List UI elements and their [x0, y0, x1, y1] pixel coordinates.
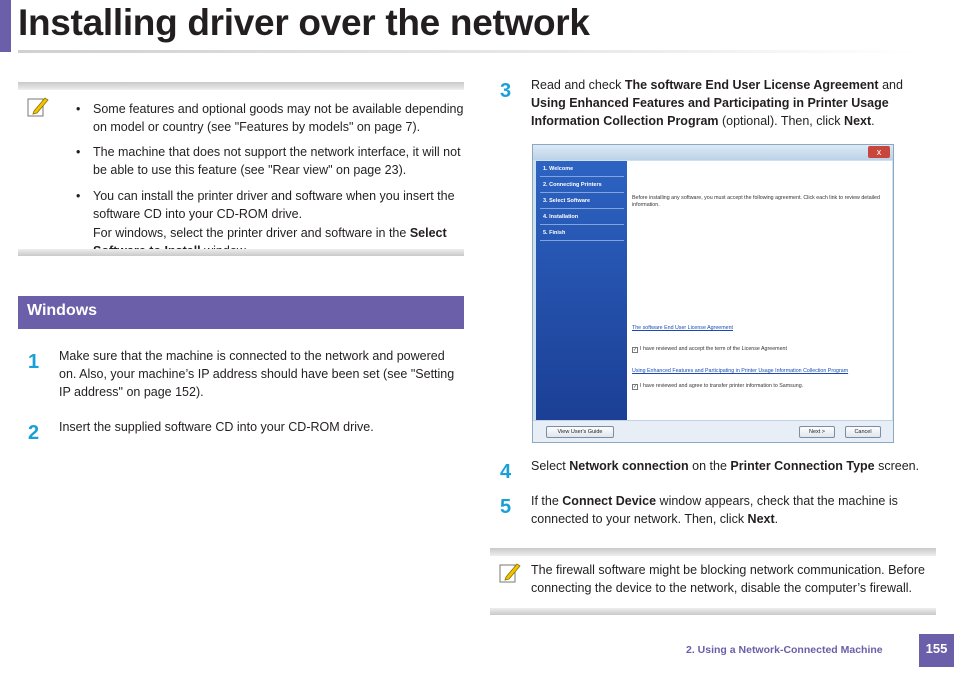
text-run: . [871, 114, 875, 128]
note-item [76, 100, 466, 136]
next-button[interactable]: Next > [799, 426, 835, 438]
checkbox-icon[interactable]: ✓ [633, 384, 638, 390]
note-bar-top [18, 82, 464, 90]
text-run: and [878, 78, 903, 92]
installer-step-installation: 4. Installation [540, 211, 624, 225]
eula-link[interactable]: The software End User License Agreement [632, 325, 733, 331]
left-accent-bar [0, 0, 11, 52]
installer-step-finish: 5. Finish [540, 227, 624, 241]
step-1-text: Make sure that the machine is connected to the network and powered on. Also, your machine’s IP address should have been set (see "Setting IP address" on page 152). [59, 349, 455, 399]
page-number: 155 [919, 634, 954, 667]
note-bar-bottom [490, 608, 936, 615]
step-5-text [531, 492, 936, 528]
installer-step-connecting: 2. Connecting Printers [540, 179, 624, 193]
bold-run: The software End User License Agreement [624, 78, 879, 92]
installer-sidebar [536, 161, 627, 420]
text-run: Select [531, 459, 570, 473]
checkbox-label: I have reviewed and accept the term of the License Agreement [640, 346, 787, 352]
window-titlebar [533, 145, 893, 160]
bullet: • [76, 145, 81, 160]
checkbox-icon[interactable]: ✓ [633, 347, 638, 353]
text-run: Read and check [531, 78, 625, 92]
view-users-guide-button[interactable]: View User's Guide [546, 426, 614, 438]
step-4-text [531, 457, 936, 475]
note-box-bottom [490, 548, 936, 615]
text-run: on the [688, 459, 731, 473]
bold-run: Next [747, 512, 775, 526]
installer-content [627, 161, 892, 420]
step-number: 4 [500, 461, 512, 483]
note-box-top [18, 82, 464, 256]
note-pencil-icon [26, 94, 50, 118]
title-rule [18, 50, 914, 53]
installer-screenshot [532, 144, 894, 443]
footer-chapter: 2. Using a Network-Connected Machine [686, 644, 883, 656]
step-2-text: Insert the supplied software CD into your CD-ROM drive. [59, 420, 374, 434]
cancel-button[interactable]: Cancel [845, 426, 881, 438]
step-number: 3 [500, 80, 512, 102]
eula-checkbox-row[interactable] [632, 346, 787, 353]
note-bar-top [490, 548, 936, 556]
note-item-text: You can install the printer driver and software when you insert the software CD into your CD-ROM drive. [93, 188, 455, 221]
text-run: . [774, 512, 779, 526]
note-pencil-icon [498, 560, 522, 584]
bold-run: Next [844, 114, 872, 128]
usage-program-link[interactable]: Using Enhanced Features and Participating in Printer Usage Information Collection Program [632, 368, 849, 374]
installer-intro: Before installing any software, you must accept the following agreement. Click each link to review detailed information. [632, 195, 880, 208]
bullet: • [76, 188, 81, 203]
bold-run: Printer Connection Type [730, 459, 875, 473]
text-run: For windows, select the printer driver and software in the [93, 225, 410, 240]
page-title: Installing driver over the network [18, 2, 590, 43]
installer-footer [533, 420, 893, 442]
bullet: • [76, 102, 81, 116]
usage-checkbox-row[interactable] [632, 383, 803, 390]
installer-step-welcome: 1. Welcome [540, 163, 624, 177]
step-3-text [531, 76, 936, 130]
note-bar-bottom [18, 249, 464, 256]
bold-run: Network connection [569, 459, 689, 473]
bold-run: Connect Device [562, 494, 657, 508]
text-run: screen. [874, 459, 920, 473]
note-item-text: The machine that does not support the network interface, it will not be able to use this feature (see "Rear view" on page 23). [93, 145, 461, 178]
bold-run: Using Enhanced Features and Participating in Printer Usage Information Collection Program [531, 96, 889, 128]
text-run: window appears, check that the machine is connected to your network. Then, click [531, 494, 898, 526]
text-run: (optional). Then, click [718, 114, 845, 128]
checkbox-label: I have reviewed and agree to transfer printer information to Samsung. [640, 383, 804, 389]
close-icon[interactable]: x [868, 146, 890, 158]
step-number: 5 [500, 496, 512, 518]
installer-step-select-software: 3. Select Software [540, 195, 624, 209]
step-number: 2 [28, 422, 40, 444]
note-bottom-text: The firewall software might be blocking network communication. Before connecting the device to the network, disable the computer’s firewall. [531, 563, 925, 595]
section-header-windows: Windows [18, 296, 464, 329]
step-number: 1 [28, 351, 40, 373]
note-list [76, 100, 466, 267]
note-item-text: Some features and optional goods may not be available depending on model or country (see "Features by models" on page 7). [93, 102, 464, 135]
bold-run: Select [409, 225, 447, 240]
note-item [76, 143, 466, 179]
text-run: If the [531, 494, 563, 508]
